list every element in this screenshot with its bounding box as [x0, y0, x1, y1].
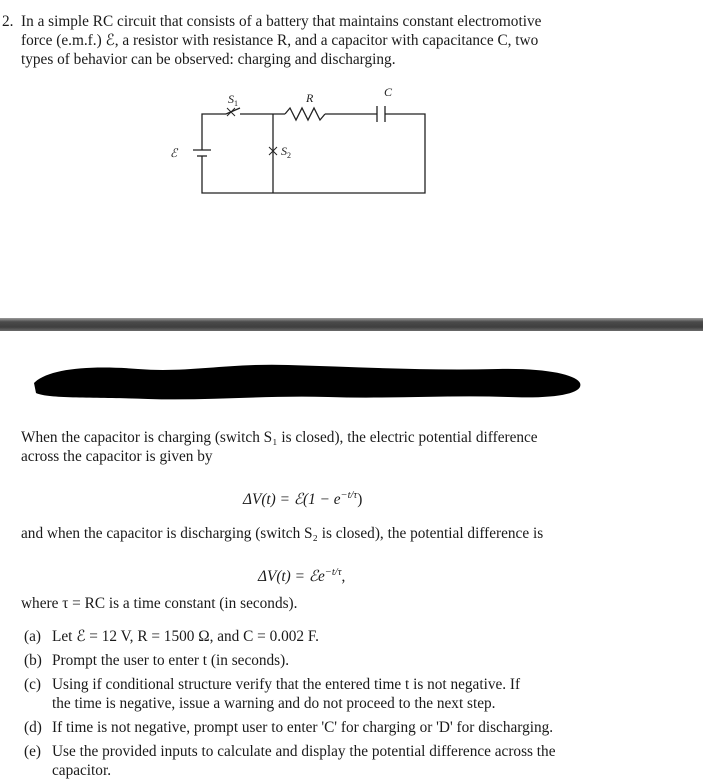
discharging-paragraph: and when the capacitor is discharging (switch S₂ is closed), the potential difference is: [21, 525, 544, 542]
intro-line: types of behavior can be observed: charging and discharging.: [21, 51, 396, 68]
charging-equation: [243, 490, 362, 509]
item-text: If time is not negative, prompt user to enter 'C' for charging or 'D' for discharging.: [52, 719, 554, 736]
list-item: [21, 627, 661, 646]
wire-top-left: [202, 114, 226, 119]
discharging-eq-exponent: −t/τ: [324, 567, 342, 578]
item-text: the time is negative, issue a warning and do not proceed to the next step.: [52, 695, 496, 712]
question-number: 2.: [2, 13, 14, 30]
label-emf: ℰ: [170, 146, 178, 160]
wire-right-bottom: [202, 114, 425, 193]
tau-definition: where τ = RC is a time constant (in seconds).: [21, 595, 298, 612]
discharging-eq-lhs: ΔV(t) = ℰe: [258, 568, 325, 585]
list-item: [21, 718, 661, 737]
list-item: [21, 742, 661, 780]
item-text: Prompt the user to enter t (in seconds).: [52, 652, 290, 669]
page-divider: [0, 318, 703, 331]
switch-s1-mark: [227, 108, 235, 116]
item-label: (b): [24, 652, 42, 669]
charging-eq-exponent: −t/τ: [340, 490, 358, 501]
charging-paragraph: [21, 428, 641, 466]
list-item: [21, 651, 661, 670]
item-text: capacitor.: [52, 762, 112, 779]
charging-eq-rhs: ): [357, 491, 363, 508]
capacitor: [377, 106, 385, 122]
item-text: Let ℰ = 12 V, R = 1500 Ω, and C = 0.002 F.: [52, 628, 319, 645]
list-item: [21, 675, 661, 713]
discharging-eq-rhs: ,: [341, 568, 346, 585]
label-c: C: [384, 85, 393, 99]
resistor: [285, 108, 325, 120]
item-label: (d): [24, 719, 42, 736]
item-text: Use the provided inputs to calculate and display the potential difference across the: [52, 743, 556, 760]
intro-line: In a simple RC circuit that consists of a battery that maintains constant electromotive: [21, 13, 542, 30]
charging-line: across the capacitor is given by: [21, 448, 213, 465]
label-s1: $S_1$: [228, 92, 238, 108]
item-label: (a): [24, 628, 41, 645]
label-r: R: [306, 91, 314, 105]
discharging-equation: [258, 567, 345, 586]
redaction-mark: [28, 355, 588, 407]
item-label: (c): [24, 676, 41, 693]
charging-line: When the capacitor is charging (switch S₁ is closed), the electric potential difference: [21, 429, 538, 446]
label-s2: $S_2$: [281, 144, 291, 160]
task-list: [21, 627, 661, 780]
rc-circuit-diagram: [160, 84, 440, 204]
charging-eq-lhs: ΔV(t) = ℰ(1 − e: [243, 491, 341, 508]
item-label: (e): [24, 743, 41, 760]
intro-line: force (e.m.f.) ℰ, a resistor with resistance R, and a capacitor with capacitance C, two: [21, 32, 539, 49]
item-text: Using if conditional structure verify that the entered time t is not negative. If: [52, 676, 521, 693]
intro-paragraph: [21, 12, 621, 69]
